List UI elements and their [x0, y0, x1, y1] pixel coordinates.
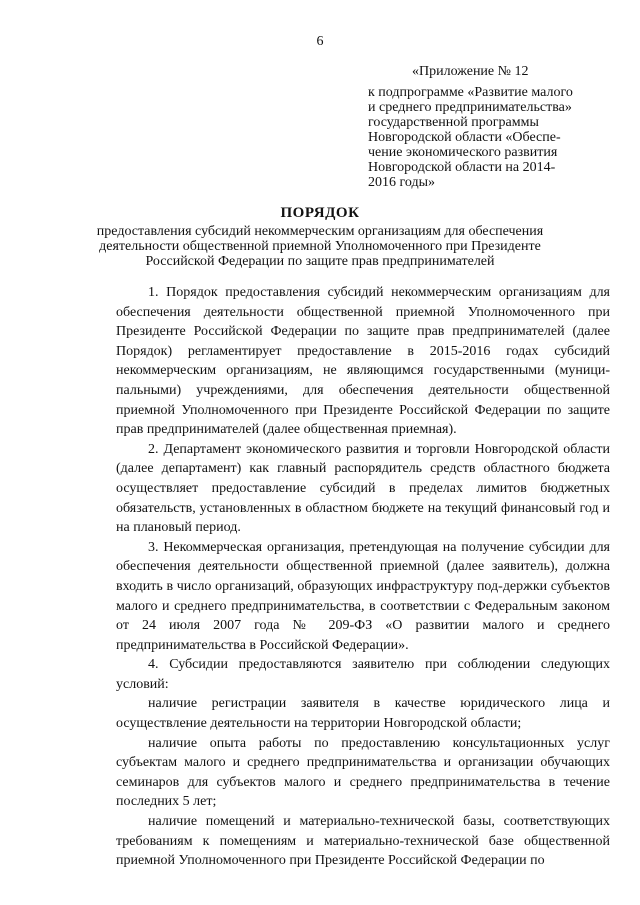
paragraph-1: 1. Порядок предоставления субсидий некоммерческим организациям для обеспечения деятельности общественной приемной Уполномоченного при Президенте Российской Федерации по защите прав предпринимателей (далее Порядок) регламентирует предоставление в 2015-2016 годах субсидий некоммерческим организациям, не являющимся государственными (муници-пальными) учреждениями, для обеспечения деятельности общественной приемной Уполномоченного при Президенте Российской Федерации по защите прав предпринимателей (далее общественная приемная).	[116, 285, 610, 438]
document-body	[116, 283, 610, 871]
paragraph-2: 2. Департамент экономического развития и торговли Новгородской области (далее департамент) как главный распорядитель средств областного бюджета осуществляет предоставление субсидий в пределах лимитов бюджетных обязательств, установленных в областном бюджете на текущий финансовый год и на плановый период.	[116, 441, 610, 536]
appendix-title: «Приложение № 12	[412, 64, 529, 79]
paragraph-4: 4. Субсидии предоставляются заявителю при соблюдении следующих условий:	[116, 657, 610, 692]
condition-registration: наличие регистрации заявителя в качестве юридического лица и осуществление деятельности на территории Новгородской области;	[116, 696, 610, 732]
document-subtitle: предоставления субсидий некоммерческим организациям для обеспечения деятельности общественной приемной Уполномоченного при Президенте Российской Федерации по защите прав предпринимателей	[96, 224, 544, 269]
document-title: ПОРЯДОК	[280, 205, 360, 221]
appendix-text: к подпрограмме «Развитие малого и среднего предпринимательства» государственной программы Новгородской области «Обеспе- чение экономического развития Новгородской области на 2014- 2016 годы»	[368, 85, 573, 190]
appendix-block	[368, 64, 598, 190]
paragraph-3: 3. Некоммерческая организация, претендующая на получение субсидии для обеспечения деятельности общественной приемной (далее заявитель), должна входить в число организаций, образующих инфраструктуру под-держки субъектов малого и среднего предпринимательства, в соответствии с Федеральным законом от 24 июля 2007 года № 209-ФЗ «О развитии малого и среднего предпринимательства в Российской Федерации».	[116, 539, 610, 653]
page-number: 6	[316, 34, 324, 49]
condition-premises: наличие помещений и материально-технической базы, соответствующих требованиям к помещениям и материально-технической базе общественной приемной Уполномоченного при Президенте Российской Федерации по	[116, 814, 610, 869]
condition-experience: наличие опыта работы по предоставлению консультационных услуг субъектам малого и среднего предпринимательства и организации обучающих семинаров для субъектов малого и среднего предпринимательства в течение последних 5 лет;	[116, 735, 610, 810]
